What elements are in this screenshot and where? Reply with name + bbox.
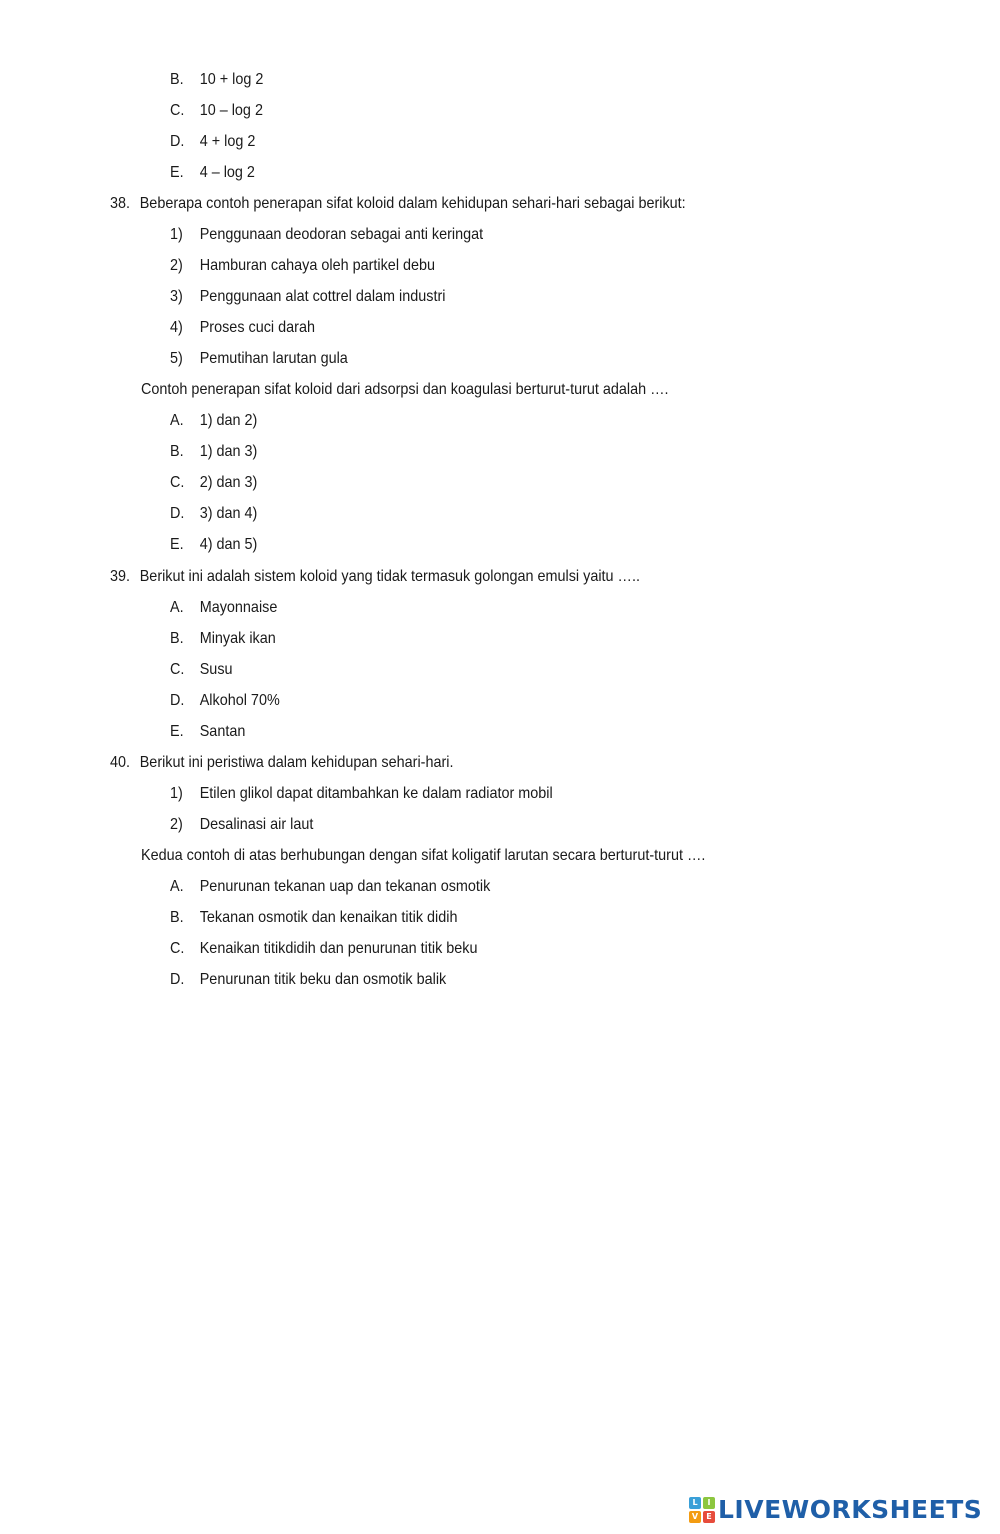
q39-option-c xyxy=(170,659,233,681)
item-label: 1) xyxy=(170,226,183,243)
logo-tile: E xyxy=(703,1511,715,1523)
q39-option-a xyxy=(170,597,277,619)
option-text: 2) dan 3) xyxy=(199,474,258,491)
option-label: B. xyxy=(170,630,184,647)
liveworksheets-logo-icon xyxy=(689,1497,715,1523)
item-text: Etilen glikol dapat ditambahkan ke dalam radiator mobil xyxy=(199,785,553,802)
option-text: Mayonnaise xyxy=(199,599,278,616)
q39-stem xyxy=(110,566,640,588)
option-text: Minyak ikan xyxy=(199,630,276,647)
option-text: 10 – log 2 xyxy=(199,102,263,119)
item-label: 5) xyxy=(170,350,183,367)
option-label: B. xyxy=(170,443,184,460)
q39-option-d xyxy=(170,690,280,712)
question-text: Berikut ini peristiwa dalam kehidupan sehari-hari. xyxy=(139,754,454,771)
option-label: D. xyxy=(170,133,185,150)
q40-item-1 xyxy=(170,783,553,805)
option-label: A. xyxy=(170,412,184,429)
item-text: Hamburan cahaya oleh partikel debu xyxy=(199,257,436,274)
option-label: B. xyxy=(170,71,184,88)
option-label: E. xyxy=(170,723,184,740)
item-label: 1) xyxy=(170,785,183,802)
item-text: Penggunaan deodoran sebagai anti keringat xyxy=(199,226,484,243)
option-text: 4) dan 5) xyxy=(199,536,258,553)
question-number: 40. xyxy=(110,754,131,771)
brand-name: LIVEWORKSHEETS xyxy=(718,1495,983,1524)
option-label: D. xyxy=(170,692,185,709)
option-text: Santan xyxy=(199,723,246,740)
logo-tile: I xyxy=(703,1497,715,1509)
question-text: Berikut ini adalah sistem koloid yang tidak termasuk golongan emulsi yaitu ….. xyxy=(139,568,640,585)
q38-option-d xyxy=(170,503,257,525)
option-text: Susu xyxy=(199,661,233,678)
option-text: Alkohol 70% xyxy=(199,692,280,709)
option-label: D. xyxy=(170,971,185,988)
option-text: Penurunan tekanan uap dan tekanan osmotik xyxy=(199,878,491,895)
q38-option-c xyxy=(170,472,257,494)
q38-item-1 xyxy=(170,224,483,246)
item-text: Desalinasi air laut xyxy=(199,816,314,833)
option-label: E. xyxy=(170,536,184,553)
q40-option-c xyxy=(170,938,477,960)
q37-option-b xyxy=(170,69,263,91)
q37-option-e xyxy=(170,162,255,184)
option-label: C. xyxy=(170,102,185,119)
q40-prompt: Kedua contoh di atas berhubungan dengan sifat koligatif larutan secara berturut-turut …. xyxy=(141,847,706,864)
option-label: B. xyxy=(170,909,184,926)
option-label: A. xyxy=(170,599,184,616)
q40-option-b xyxy=(170,907,457,929)
question-number: 38. xyxy=(110,195,131,212)
q37-option-c xyxy=(170,100,263,122)
option-text: 4 + log 2 xyxy=(199,133,256,150)
q38-option-e xyxy=(170,534,257,556)
item-text: Pemutihan larutan gula xyxy=(199,350,348,367)
option-text: 4 – log 2 xyxy=(199,164,255,181)
item-text: Penggunaan alat cottrel dalam industri xyxy=(199,288,446,305)
q38-stem xyxy=(110,193,686,215)
option-label: C. xyxy=(170,661,185,678)
option-text: 1) dan 2) xyxy=(199,412,258,429)
q38-item-2 xyxy=(170,255,435,277)
item-label: 2) xyxy=(170,257,183,274)
option-text: 3) dan 4) xyxy=(199,505,258,522)
question-text: Beberapa contoh penerapan sifat koloid dalam kehidupan sehari-hari sebagai berikut: xyxy=(139,195,686,212)
liveworksheets-brand xyxy=(689,1494,982,1526)
option-label: D. xyxy=(170,505,185,522)
question-number: 39. xyxy=(110,568,131,585)
option-text: 10 + log 2 xyxy=(199,71,264,88)
q38-item-3 xyxy=(170,286,445,308)
logo-tile: L xyxy=(689,1497,701,1509)
item-label: 4) xyxy=(170,319,183,336)
option-label: C. xyxy=(170,474,185,491)
logo-tile: V xyxy=(689,1511,701,1523)
q40-stem xyxy=(110,752,453,774)
item-label: 3) xyxy=(170,288,183,305)
option-label: C. xyxy=(170,940,185,957)
option-label: A. xyxy=(170,878,184,895)
q39-option-b xyxy=(170,628,276,650)
q39-option-e xyxy=(170,721,245,743)
q38-item-5 xyxy=(170,348,348,370)
q40-option-d xyxy=(170,969,446,991)
option-text: Penurunan titik beku dan osmotik balik xyxy=(199,971,447,988)
option-label: E. xyxy=(170,164,184,181)
q38-prompt: Contoh penerapan sifat koloid dari adsorpsi dan koagulasi berturut-turut adalah …. xyxy=(141,381,669,398)
q38-option-b xyxy=(170,441,257,463)
option-text: 1) dan 3) xyxy=(199,443,258,460)
option-text: Tekanan osmotik dan kenaikan titik didih xyxy=(199,909,458,926)
q40-option-a xyxy=(170,876,490,898)
option-text: Kenaikan titikdidih dan penurunan titik beku xyxy=(199,940,478,957)
q38-option-a xyxy=(170,410,257,432)
q40-item-2 xyxy=(170,814,313,836)
q37-option-d xyxy=(170,131,255,153)
q38-item-4 xyxy=(170,317,315,339)
item-label: 2) xyxy=(170,816,183,833)
item-text: Proses cuci darah xyxy=(199,319,315,336)
